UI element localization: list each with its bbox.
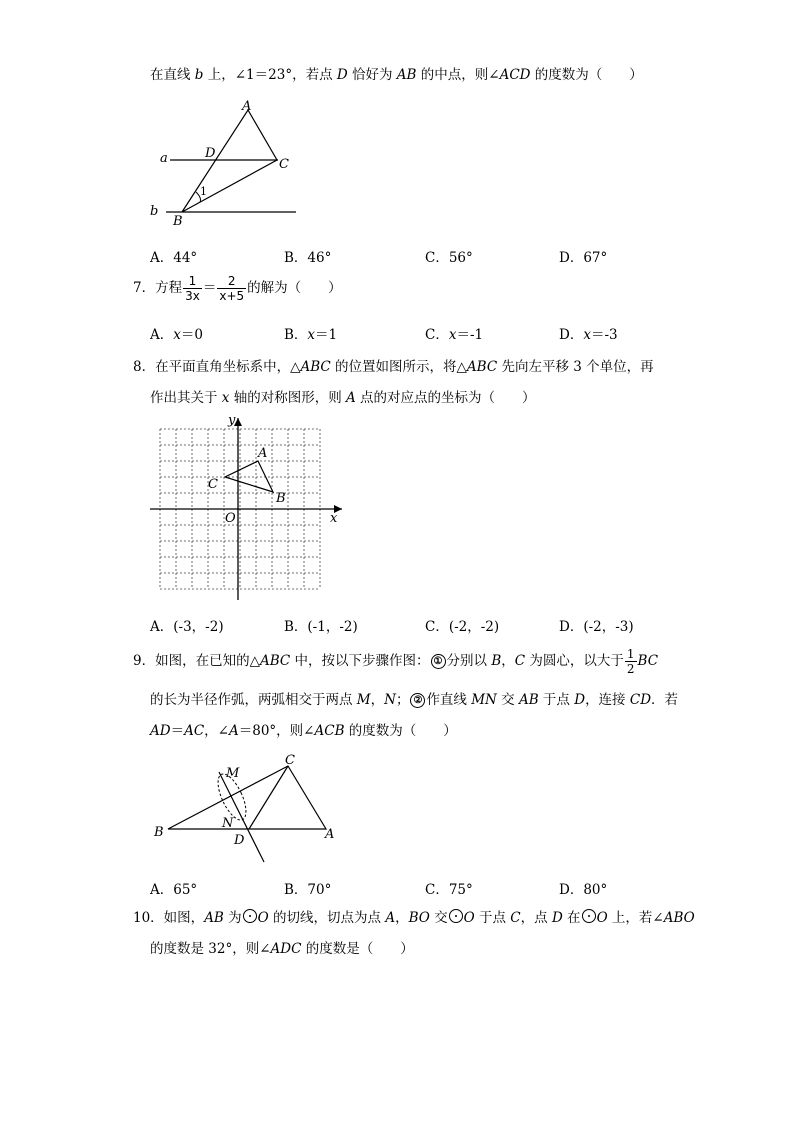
q9-label-C: C <box>285 753 295 768</box>
q9-label-M: M <box>226 766 240 781</box>
q9-option-d[interactable]: D．80° <box>559 882 608 898</box>
q6-label-A: A <box>242 99 252 114</box>
circle-dot-icon <box>449 909 463 923</box>
q8-label-y: y <box>228 413 236 428</box>
q7-option-b[interactable]: B．x＝1 <box>284 327 338 343</box>
q7-frac-right: $\frac{2}{x+5}$ <box>219 274 245 303</box>
q9-option-a[interactable]: A．65° <box>150 882 198 898</box>
q7-option-a[interactable]: A．x＝0 <box>150 327 203 343</box>
q9-triangle <box>168 766 326 829</box>
q6-label-angle: 1 <box>200 185 207 198</box>
q6-label-a: a <box>160 151 168 166</box>
q6-label-C: C <box>279 157 289 172</box>
q9-label-D: D <box>234 833 245 848</box>
q8-label-A: A <box>258 446 268 461</box>
q10-stem-line2: 的度数是 32°，则∠ADC 的度数是（ ） <box>150 941 414 957</box>
q9-stem-line1: 9．如图，在已知的△ABC 中，按以下步骤作图： ① 分别以 B，C 为圆心，以大于 $\frac{1}{2}$ BC <box>133 647 659 676</box>
q9-option-b[interactable]: B．70° <box>284 882 332 898</box>
q7-stem: 7．方程 $\frac{1}{3x}$ ＝ $\frac{2}{x+5}$ 的解为（ ） <box>133 274 342 303</box>
q9-label-A: A <box>325 827 335 842</box>
q7-frac-left: $\frac{1}{3x}$ <box>185 274 200 303</box>
q6-label-B: B <box>173 214 183 229</box>
q9-label-N: N <box>222 816 234 831</box>
q8-stem-line1: 8．在平面直角坐标系中，△ABC 的位置如图所示，将△ABC 先向左平移 3 个单位，再 <box>133 359 654 375</box>
q7-option-d[interactable]: D．x＝-3 <box>559 327 618 343</box>
q8-stem-line2: 作出其关于 x 轴的对称图形，则 A 点的对应点的坐标为（ ） <box>150 390 536 406</box>
q6-label-b: b <box>150 204 159 219</box>
q9-segment-CD <box>249 766 288 829</box>
q8-label-O: O <box>225 511 236 526</box>
q8-label-x: x <box>330 511 338 526</box>
q6-label-D: D <box>205 146 216 161</box>
q6-option-a[interactable]: A．44° <box>150 250 198 266</box>
q9-stem-line2: 的长为半径作弧，两弧相交于两点 M，N； ② 作直线 MN 交 AB 于点 D，连接 CD．若 <box>150 692 679 708</box>
q9-frac-half: $\frac{1}{2}$ <box>626 647 635 676</box>
q9-options <box>150 878 620 896</box>
q8-option-c[interactable]: C．(-2，-2) <box>425 619 500 635</box>
q6-option-b[interactable]: B．46° <box>284 250 332 266</box>
circle-dot-icon <box>243 909 257 923</box>
q6-stem: 在直线 b 上，∠1＝23°，若点 D 恰好为 AB 的中点，则∠ACD 的度数为（ ） <box>150 67 643 83</box>
q9-stem-line3: AD＝AC，∠A＝80°，则∠ACB 的度数为（ ） <box>150 723 457 739</box>
circle-dot-icon <box>582 909 596 923</box>
q7-option-c[interactable]: C．x＝-1 <box>425 327 484 343</box>
q6-option-d[interactable]: D．67° <box>559 250 608 266</box>
q8-option-b[interactable]: B．(-1，-2) <box>284 619 358 635</box>
q8-label-B: B <box>276 491 286 506</box>
q9-label-B: B <box>154 825 164 840</box>
q8-option-a[interactable]: A．(-3，-2) <box>150 619 224 635</box>
q9-option-c[interactable]: C．75° <box>425 882 473 898</box>
q10-stem-line1: 10．如图，AB 为 O 的切线，切点为点 A，BO 交 O 于点 C，点 D 在 O 上，若∠ABO <box>133 910 695 926</box>
q8-label-C: C <box>208 477 218 492</box>
q6-option-c[interactable]: C．56° <box>425 250 473 266</box>
q8-option-d[interactable]: D．(-2，-3) <box>559 619 634 635</box>
